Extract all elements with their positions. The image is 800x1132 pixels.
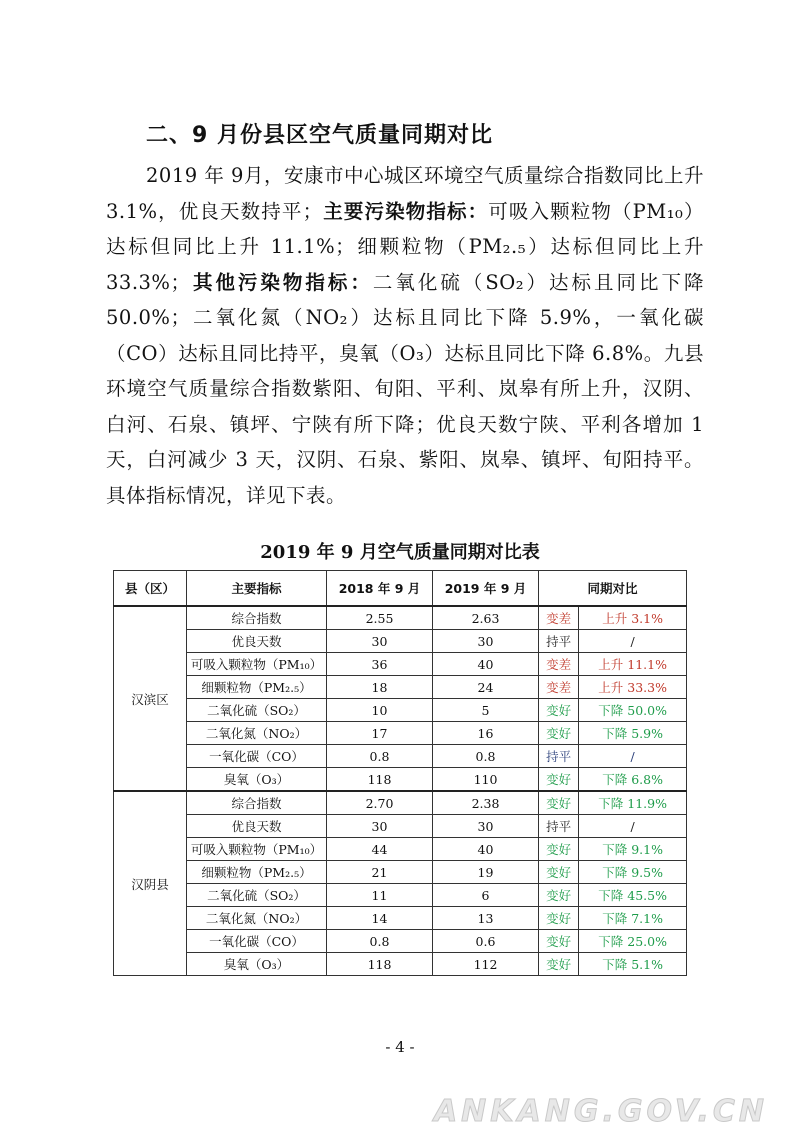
table-row — [114, 815, 687, 838]
status-cell: 变好 — [539, 838, 579, 861]
value-2019-cell: 30 — [433, 630, 539, 653]
change-cell: / — [579, 745, 687, 768]
table-row — [114, 930, 687, 953]
value-2019-cell: 0.8 — [433, 745, 539, 768]
table-row — [114, 699, 687, 722]
status-cell: 变好 — [539, 907, 579, 930]
value-2018-cell: 44 — [327, 838, 433, 861]
value-2018-cell: 0.8 — [327, 745, 433, 768]
change-cell: 上升 11.1% — [579, 653, 687, 676]
value-2018-cell: 118 — [327, 953, 433, 976]
indicator-cell: 细颗粒物（PM₂.₅） — [187, 861, 327, 884]
value-2019-cell: 13 — [433, 907, 539, 930]
change-cell: 下降 9.5% — [579, 861, 687, 884]
header-2019: 2019 年 9 月 — [433, 571, 539, 607]
paragraph-text: 二氧化硫（SO₂）达标且同比下降 50.0%；二氧化氮（NO₂）达标且同比下降 5.9%，一氧化碳（CO）达标且同比持平，臭氧（O₃）达标且同比下降 6.8%。九县环境空气质量综合指数紫阳、旬阳、平利、岚皋有所上升，汉阴、白河、石泉、镇坪、宁陕有所下降；优良天数宁陕、平利各增加 1 天，白河减少 3 天，汉阴、石泉、紫阳、岚皋、镇坪、旬阳持平。具体指标情况，详见下表。 — [106, 270, 704, 507]
header-2018: 2018 年 9 月 — [327, 571, 433, 607]
change-cell: 下降 11.9% — [579, 791, 687, 815]
change-cell: 下降 5.9% — [579, 722, 687, 745]
indicator-cell: 二氧化氮（NO₂） — [187, 907, 327, 930]
change-cell: 下降 6.8% — [579, 768, 687, 792]
page-number: - 4 - — [385, 1038, 415, 1056]
header-comparison: 同期对比 — [539, 571, 687, 607]
table-row — [114, 768, 687, 792]
value-2018-cell: 118 — [327, 768, 433, 792]
value-2019-cell: 6 — [433, 884, 539, 907]
change-cell: 下降 25.0% — [579, 930, 687, 953]
change-cell: 下降 9.1% — [579, 838, 687, 861]
watermark-logo: ANKANG.GOV.CN — [433, 1094, 768, 1129]
value-2019-cell: 40 — [433, 653, 539, 676]
table-row — [114, 676, 687, 699]
status-cell: 变好 — [539, 861, 579, 884]
paragraph-text: 可吸入颗粒物（PM₁₀）达标但同比上升 11.1%；细颗粒物（PM₂.₅）达标但同比上升 33.3%； — [106, 199, 704, 294]
change-cell: 下降 7.1% — [579, 907, 687, 930]
value-2018-cell: 30 — [327, 630, 433, 653]
indicator-cell: 一氧化碳（CO） — [187, 930, 327, 953]
value-2019-cell: 30 — [433, 815, 539, 838]
status-cell: 变差 — [539, 653, 579, 676]
value-2018-cell: 10 — [327, 699, 433, 722]
status-cell: 变好 — [539, 930, 579, 953]
status-cell: 持平 — [539, 815, 579, 838]
value-2018-cell: 18 — [327, 676, 433, 699]
change-cell: 上升 3.1% — [579, 606, 687, 630]
value-2018-cell: 30 — [327, 815, 433, 838]
indicator-cell: 二氧化硫（SO₂） — [187, 699, 327, 722]
value-2018-cell: 21 — [327, 861, 433, 884]
value-2019-cell: 5 — [433, 699, 539, 722]
indicator-cell: 可吸入颗粒物（PM₁₀） — [187, 653, 327, 676]
table-row — [114, 653, 687, 676]
value-2019-cell: 110 — [433, 768, 539, 792]
indicator-cell: 综合指数 — [187, 791, 327, 815]
status-cell: 变好 — [539, 884, 579, 907]
table-title: 2019 年 9 月空气质量同期对比表 — [260, 542, 540, 563]
bold-label: 其他污染物指标： — [190, 270, 373, 294]
value-2019-cell: 16 — [433, 722, 539, 745]
status-cell: 变好 — [539, 953, 579, 976]
value-2018-cell: 2.55 — [327, 606, 433, 630]
indicator-cell: 臭氧（O₃） — [187, 768, 327, 792]
table-row — [114, 606, 687, 630]
body-paragraph — [106, 158, 704, 513]
value-2019-cell: 2.63 — [433, 606, 539, 630]
indicator-cell: 细颗粒物（PM₂.₅） — [187, 676, 327, 699]
value-2018-cell: 2.70 — [327, 791, 433, 815]
header-indicator: 主要指标 — [187, 571, 327, 607]
status-cell: 变好 — [539, 768, 579, 792]
indicator-cell: 一氧化碳（CO） — [187, 745, 327, 768]
value-2018-cell: 36 — [327, 653, 433, 676]
value-2018-cell: 11 — [327, 884, 433, 907]
table-row — [114, 953, 687, 976]
paragraph-text: 2019 年 9月，安康市中心城区环境空气质量综合指数同比上升 3.1%，优良天数持平； — [106, 164, 704, 223]
status-cell: 持平 — [539, 630, 579, 653]
value-2019-cell: 2.38 — [433, 791, 539, 815]
status-cell: 变差 — [539, 676, 579, 699]
bold-label: 主要污染物指标： — [322, 199, 489, 223]
change-cell: 下降 5.1% — [579, 953, 687, 976]
table-row — [114, 630, 687, 653]
value-2019-cell: 40 — [433, 838, 539, 861]
value-2019-cell: 0.6 — [433, 930, 539, 953]
table-body — [114, 606, 687, 976]
change-cell: 下降 45.5% — [579, 884, 687, 907]
county-cell: 汉阴县 — [114, 791, 187, 976]
status-cell: 变好 — [539, 699, 579, 722]
change-cell: 下降 50.0% — [579, 699, 687, 722]
change-cell: / — [579, 815, 687, 838]
section-heading: 二、9 月份县区空气质量同期对比 — [146, 123, 493, 148]
table-row — [114, 907, 687, 930]
county-cell: 汉滨区 — [114, 606, 187, 791]
indicator-cell: 综合指数 — [187, 606, 327, 630]
value-2019-cell: 24 — [433, 676, 539, 699]
table-row — [114, 838, 687, 861]
value-2019-cell: 19 — [433, 861, 539, 884]
comparison-table — [113, 570, 687, 976]
table-header-row — [114, 571, 687, 607]
table-row — [114, 745, 687, 768]
status-cell: 变好 — [539, 791, 579, 815]
indicator-cell: 优良天数 — [187, 630, 327, 653]
indicator-cell: 可吸入颗粒物（PM₁₀） — [187, 838, 327, 861]
table-row — [114, 861, 687, 884]
table-row — [114, 791, 687, 815]
status-cell: 持平 — [539, 745, 579, 768]
table-row — [114, 722, 687, 745]
header-county: 县（区） — [114, 571, 187, 607]
value-2018-cell: 0.8 — [327, 930, 433, 953]
change-cell: 上升 33.3% — [579, 676, 687, 699]
indicator-cell: 二氧化氮（NO₂） — [187, 722, 327, 745]
change-cell: / — [579, 630, 687, 653]
status-cell: 变好 — [539, 722, 579, 745]
value-2018-cell: 17 — [327, 722, 433, 745]
value-2018-cell: 14 — [327, 907, 433, 930]
indicator-cell: 臭氧（O₃） — [187, 953, 327, 976]
indicator-cell: 二氧化硫（SO₂） — [187, 884, 327, 907]
indicator-cell: 优良天数 — [187, 815, 327, 838]
table-row — [114, 884, 687, 907]
status-cell: 变差 — [539, 606, 579, 630]
value-2019-cell: 112 — [433, 953, 539, 976]
